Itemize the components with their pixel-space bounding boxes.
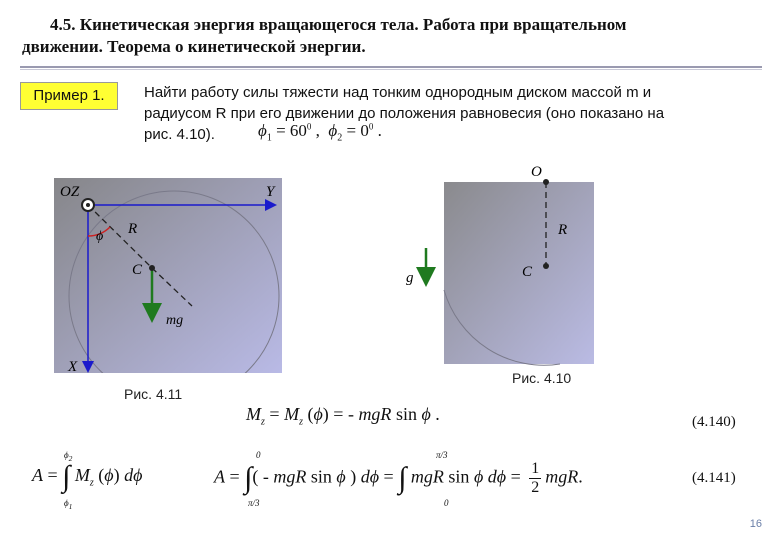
label-oz: OZ: [60, 184, 80, 200]
caption-4-10: Рис. 4.10: [512, 370, 572, 386]
page-number: 16: [749, 518, 762, 530]
label-r: R: [558, 222, 568, 238]
label-y: Y: [266, 184, 275, 200]
label-c: C: [132, 262, 143, 278]
label-o: O: [531, 164, 542, 180]
title-line-1: 4.5. Кинетическая энергия вращающегося тела. Работа при вращательном: [50, 15, 627, 34]
label-mg: mg: [166, 313, 184, 328]
pivot-point: [543, 179, 549, 185]
center-point: [543, 263, 549, 269]
slide-title: [22, 14, 762, 58]
label-r: R: [128, 221, 138, 237]
figure-4-10: [400, 160, 596, 370]
example-text-line-3: рис. 4.10).: [144, 126, 215, 143]
example-text-line-2: радиусом R при его движении до положения равновесия (оно показано на: [144, 105, 665, 122]
title-divider-thin: [20, 69, 762, 70]
title-divider: [20, 66, 762, 68]
angle-values: $\phi_1 = 60^0$ , $\phi_2 = 0^0$ .: [258, 121, 382, 144]
example-text-line-1: Найти работу силы тяжести над тонким однородным диском массой m и: [144, 84, 652, 101]
phi1-value: 60: [289, 121, 307, 140]
equation-4-140: $M_z = M_z$ (ϕ) = - mgR sin ϕ .: [246, 404, 440, 428]
equation-4-141-integral-def: A = ∫ $M_z$ (ϕ) dϕ: [32, 460, 143, 493]
center-point: [149, 265, 155, 271]
disk-background: [444, 182, 594, 364]
label-c: C: [522, 264, 533, 280]
phi2-value: 0: [360, 121, 369, 140]
figure-4-11: [54, 178, 284, 373]
equation-4-141-evaluation: A = ∫( - mgR sin ϕ ) dϕ = ∫ mgR sin ϕ dϕ = $\frac{1}{2}$ mgR.: [214, 460, 583, 496]
label-g: g: [406, 270, 414, 286]
label-phi: ϕ: [96, 229, 104, 244]
equation-number-4-140: (4.140): [692, 414, 736, 430]
one-half: $\frac{1}{2}$: [531, 460, 540, 496]
example-text: [144, 82, 756, 145]
equation-number-4-141: (4.141): [692, 470, 736, 486]
title-line-2: движении. Теорема о кинетической энергии.: [22, 37, 366, 56]
example-badge: Пример 1.: [20, 82, 118, 110]
label-x: X: [68, 359, 78, 373]
caption-4-11: Рис. 4.11: [124, 386, 183, 402]
